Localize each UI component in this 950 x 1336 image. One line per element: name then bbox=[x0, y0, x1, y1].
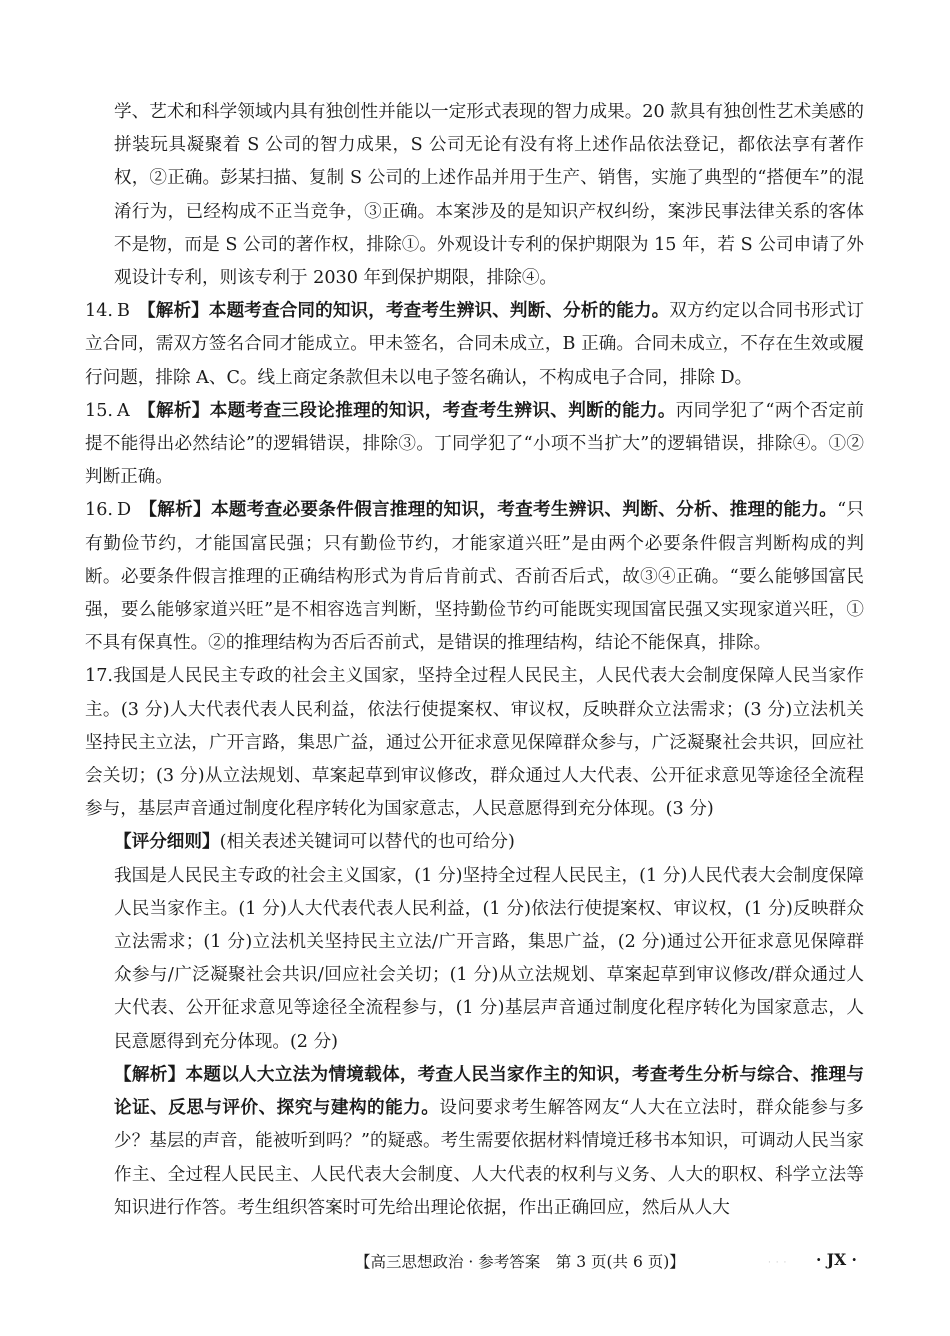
question-14-analysis-label: 【解析】本题考查合同的知识，考查考生辨识、判断、分析的能力。 bbox=[137, 301, 670, 322]
question-15-answer: A bbox=[116, 400, 130, 421]
question-17-analysis-label: 【解析】本题以人大立法为情境载体，考查人民当家作主的知识，考查考生分析与综合、推理与论证、反思与评价、探究与建构的能力。 bbox=[114, 1064, 864, 1119]
question-16-text: “只有勤俭节约，才能国富民强；只有勤俭节约，才能家道兴旺”是由两个必要条件假言判断构成的判断。必要条件假言推理的正确结构形式为肯后肯前式、否前否后式，故③④正确。“要么能够国富民强，要么能够家道兴旺”是不相容选言判断，坚持勤俭节约可能既实现国富民强又实现家道兴旺，①不具有保真性。②的推理结构为否后否前式，是错误的推理结构，结论不能保真，排除。 bbox=[85, 500, 864, 654]
question-14-number: 14. bbox=[85, 301, 113, 322]
question-17-scoring-note: (相关表述关键词可以替代的也可给分) bbox=[219, 832, 515, 853]
question-17 bbox=[85, 660, 864, 826]
question-15 bbox=[85, 395, 864, 495]
question-15-number: 15. bbox=[85, 400, 113, 421]
question-16-answer: D bbox=[116, 500, 132, 521]
question-17-analysis-text: 设问要求考生解答网友“人大在立法时，群众能参与多少？基层的声音，能被听到吗？”的疑惑。考生需要依据材料情境迁移书本知识，可调动人民当家作主、全过程人民民主、人民代表大会制度、人大代表的权利与义务、人大的职权、科学立法等知识进行作答。考生组织答案时可先给出理论依据，作出正确回应，然后从人大 bbox=[114, 1098, 864, 1218]
question-15-text: 丙同学犯了“两个否定前提不能得出必然结论”的逻辑错误，排除③。丁同学犯了“小项不当扩大”的逻辑错误，排除④。①②判断正确。 bbox=[85, 400, 864, 488]
footer-region-code: · JX · bbox=[816, 1250, 857, 1269]
page-footer bbox=[0, 1248, 950, 1278]
question-17-text: 我国是人民民主专政的社会主义国家，坚持全过程人民民主，人民代表大会制度保障人民当家作主。(3 分)人大代表代表人民利益，依法行使提案权、审议权，反映群众立法需求；(3 分)立法机关坚持民主立法，广开言路，集思广益，通过公开征求意见保障群众参与，广泛凝聚社会共识，回应社会关切；(3 分)从立法规划、草案起草到审议修改，群众通过人大代表、公开征求意见等途径全流程参与，基层声音通过制度化程序转化为国家意志，人民意愿得到充分体现。(3 分) bbox=[85, 666, 864, 820]
question-14-answer: B bbox=[116, 301, 130, 322]
question-17-scoring-label: 【评分细则】 bbox=[114, 832, 220, 853]
question-17-number: 17. bbox=[85, 666, 113, 687]
question-14 bbox=[85, 295, 864, 395]
footer-faint-dots: · · · bbox=[768, 1258, 788, 1268]
continuation-paragraph: 学、艺术和科学领域内具有独创性并能以一定形式表现的智力成果。20 款具有独创性艺术美感的拼装玩具凝聚着 S 公司的智力成果，S 公司无论有没有将上述作品依法登记，都依法享有著作权，②正确。彭某扫描、复制 S 公司的上述作品并用于生产、销售，实施了典型的“搭便车”的混淆行为，已经构成不正当竞争，③正确。本案涉及的是知识产权纠纷，案涉民事法律关系的客体不是物，而是 S 公司的著作权，排除①。外观设计专利的保护期限为 15 年，若 S 公司申请了外观设计专利，则该专利于 2030 年到保护期限，排除④。 bbox=[114, 102, 864, 289]
question-15-analysis-label: 【解析】本题考查三段论推理的知识，考查考生辨识、判断的能力。 bbox=[137, 400, 676, 421]
question-16-number: 16. bbox=[85, 500, 113, 521]
question-17-scoring-text: 我国是人民民主专政的社会主义国家，(1 分)坚持全过程人民民主，(1 分)人民代表大会制度保障人民当家作主。(1 分)人大代表代表人民利益，(1 分)依法行使提案权、审议权，(1 分)反映群众立法需求；(1 分)立法机关坚持民主立法/广开言路，集思广益，(2 分)通过公开征求意见保障群众参与/广泛凝聚社会共识/回应社会关切；(1 分)从立法规划、草案起草到审议修改/群众通过人大代表、公开征求意见等途径全流程参与，(1 分)基层声音通过制度化程序转化为国家意志，人民意愿得到充分体现。(2 分) bbox=[114, 865, 864, 1052]
question-17-scoring bbox=[114, 826, 864, 859]
page-content bbox=[85, 96, 864, 1225]
question-16-analysis-label: 【解析】本题考查必要条件假言推理的知识，考查考生辨识、判断、分析、推理的能力。 bbox=[139, 500, 838, 521]
question-16 bbox=[85, 494, 864, 660]
question-14-text: 双方约定以合同书形式订立合同，需双方签名合同才能成立。甲未签名，合同未成立，B 正确。合同未成立，不存在生效或履行问题，排除 A、C。线上商定条款但未以电子签名确认，不构成电子合同，排除 D。 bbox=[85, 301, 864, 388]
question-17-analysis bbox=[114, 1059, 864, 1225]
footer-page-info: 【高三思想政治 · 参考答案 第 3 页(共 6 页)】 bbox=[355, 1253, 685, 1271]
